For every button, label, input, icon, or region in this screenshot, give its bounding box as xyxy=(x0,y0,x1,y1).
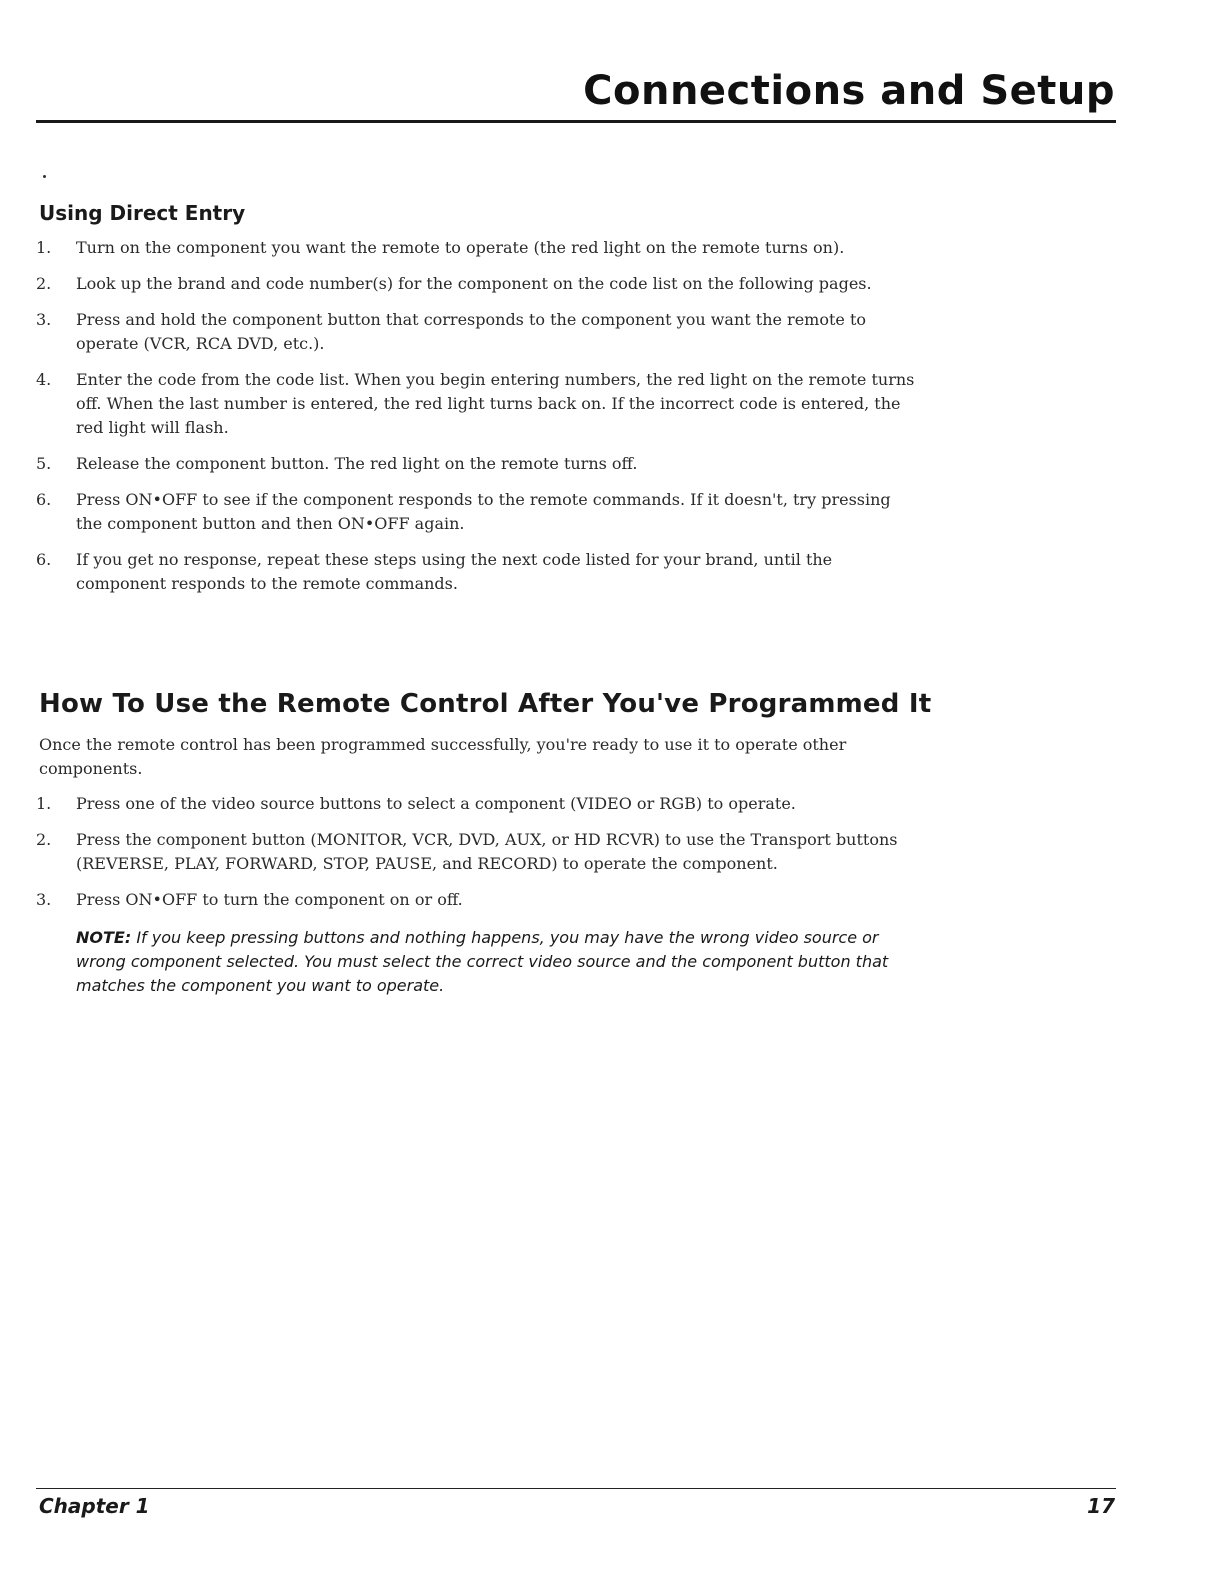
step-number: 2. xyxy=(36,830,52,849)
list-item xyxy=(36,888,916,912)
after-programming-heading: How To Use the Remote Control After You've Programmed It xyxy=(39,689,932,719)
direct-entry-heading: Using Direct Entry xyxy=(39,201,246,225)
page-number: 17 xyxy=(1087,1494,1115,1518)
direct-entry-steps xyxy=(36,236,916,608)
footer-rule xyxy=(36,1488,1116,1489)
list-item xyxy=(36,368,916,440)
list-item xyxy=(36,792,916,816)
note-label: NOTE: xyxy=(76,928,132,947)
page-title: Connections and Setup xyxy=(583,68,1115,114)
step-text: Turn on the component you want the remote to operate (the red light on the remote turns on). xyxy=(76,238,845,257)
note-paragraph xyxy=(76,926,896,998)
stray-mark xyxy=(43,175,46,178)
step-text: If you get no response, repeat these steps using the next code listed for your brand, until the component responds to the remote commands. xyxy=(76,550,833,593)
step-number: 1. xyxy=(36,238,52,257)
step-text: Release the component button. The red light on the remote turns off. xyxy=(76,454,638,473)
step-text: Press one of the video source buttons to select a component (VIDEO or RGB) to operate. xyxy=(76,794,796,813)
step-number: 3. xyxy=(36,890,52,909)
list-item xyxy=(36,488,916,536)
list-item xyxy=(36,272,916,296)
list-item xyxy=(36,828,916,876)
step-number: 6. xyxy=(36,490,52,509)
list-item xyxy=(36,308,916,356)
step-number: 5. xyxy=(36,454,52,473)
after-programming-steps xyxy=(36,792,916,924)
step-number: 3. xyxy=(36,310,52,329)
list-item xyxy=(36,236,916,260)
after-programming-intro: Once the remote control has been programmed successfully, you're ready to use it to operate other components. xyxy=(39,735,847,778)
step-text: Press the component button (MONITOR, VCR, DVD, AUX, or HD RCVR) to use the Transport buttons (REVERSE, PLAY, FORWARD, STOP, PAUSE, and RECORD) to operate the component. xyxy=(76,830,898,873)
note-text: If you keep pressing buttons and nothing happens, you may have the wrong video source or wrong component selected. You must select the correct video source and the component button that matches the component you want to operate. xyxy=(76,928,889,995)
step-text: Press ON•OFF to turn the component on or off. xyxy=(76,890,463,909)
step-text: Look up the brand and code number(s) for the component on the code list on the following pages. xyxy=(76,274,872,293)
step-number: 4. xyxy=(36,370,52,389)
list-item xyxy=(36,452,916,476)
step-number: 1. xyxy=(36,794,52,813)
step-number: 6. xyxy=(36,550,52,569)
list-item xyxy=(36,548,916,596)
step-number: 2. xyxy=(36,274,52,293)
step-text: Enter the code from the code list. When you begin entering numbers, the red light on the remote turns off. When the last number is entered, the red light turns back on. If the incorrect code is entered, the red light will flash. xyxy=(76,370,915,437)
header-rule xyxy=(36,120,1116,123)
step-text: Press ON•OFF to see if the component responds to the remote commands. If it doesn't, try pressing the component button and then ON•OFF again. xyxy=(76,490,891,533)
footer-chapter: Chapter 1 xyxy=(39,1494,150,1518)
step-text: Press and hold the component button that corresponds to the component you want the remote to operate (VCR, RCA DVD, etc.). xyxy=(76,310,867,353)
